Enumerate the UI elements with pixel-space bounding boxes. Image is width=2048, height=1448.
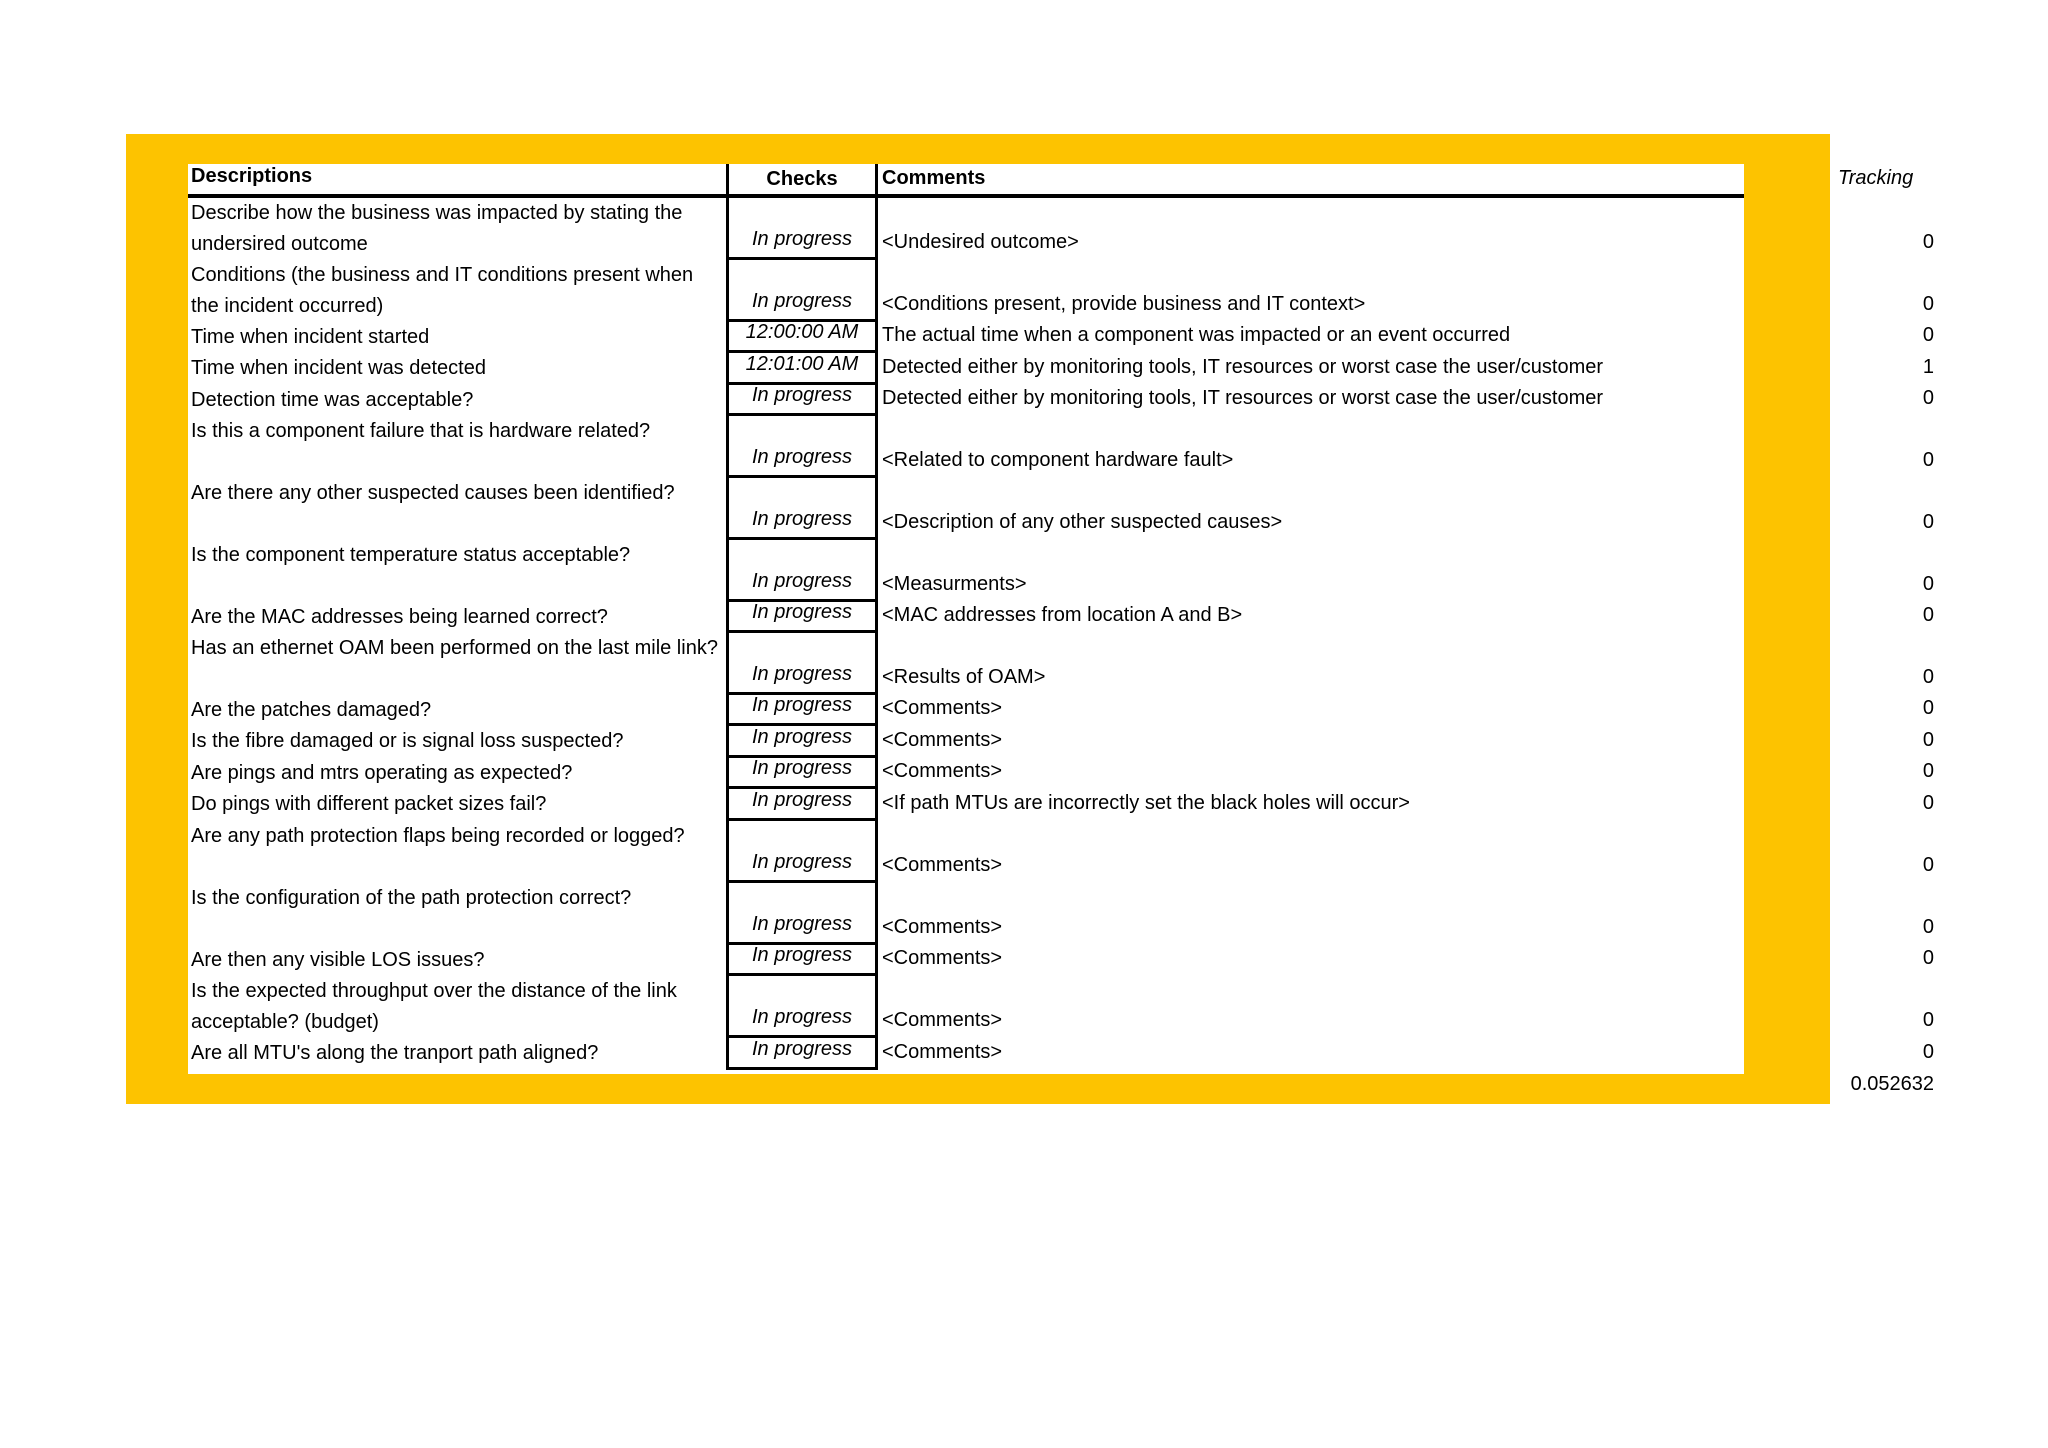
row-comment: <Comments> <box>882 760 1003 782</box>
row-description: Are the patches damaged? <box>191 699 432 721</box>
row-tracking-value: 1 <box>1922 356 1934 378</box>
row-check-cell[interactable]: In progress <box>726 478 878 540</box>
row-description: Is the fibre damaged or is signal loss suspected? <box>191 730 624 752</box>
row-comment: <If path MTUs are incorrectly set the black holes will occur> <box>882 792 1410 814</box>
row-description: Is the component temperature status acceptable? <box>191 544 631 566</box>
header-comments: Comments <box>882 167 986 189</box>
row-comment: Detected either by monitoring tools, IT resources or worst case the user/customer <box>882 387 1604 409</box>
row-comment: <Comments> <box>882 1009 1003 1031</box>
row-check-cell[interactable]: In progress <box>726 695 878 726</box>
row-check-cell[interactable]: In progress <box>726 602 878 633</box>
row-description: Are all MTU's along the tranport path aligned? <box>191 1042 599 1064</box>
row-check-cell[interactable]: In progress <box>726 198 878 260</box>
row-description: Are the MAC addresses being learned correct? <box>191 606 608 628</box>
row-tracking-value: 0 <box>1922 792 1934 814</box>
row-comment: <Results of OAM> <box>882 666 1046 688</box>
row-description: Is this a component failure that is hardware related? <box>191 420 651 442</box>
row-check-cell[interactable]: In progress <box>726 883 878 945</box>
row-description: Are any path protection flaps being recorded or logged? <box>191 825 685 847</box>
header-descriptions: Descriptions <box>191 165 313 187</box>
row-tracking-value: 0 <box>1922 573 1934 595</box>
row-comment: Detected either by monitoring tools, IT resources or worst case the user/customer <box>882 356 1604 378</box>
row-check-cell[interactable]: In progress <box>726 416 878 478</box>
row-tracking-value: 0 <box>1922 511 1934 533</box>
row-check-cell[interactable]: 12:01:00 AM <box>726 353 878 385</box>
row-description: Are pings and mtrs operating as expected? <box>191 762 573 784</box>
row-tracking-value: 0 <box>1922 1041 1934 1063</box>
row-comment: The actual time when a component was impacted or an event occurred <box>882 324 1511 346</box>
row-tracking-value: 0 <box>1922 293 1934 315</box>
row-check-cell[interactable]: In progress <box>726 1038 878 1070</box>
row-description: Are then any visible LOS issues? <box>191 949 485 971</box>
row-check-cell[interactable]: In progress <box>726 976 878 1038</box>
row-check-cell[interactable]: In progress <box>726 789 878 821</box>
row-tracking-value: 0 <box>1922 729 1934 751</box>
row-comment: <Comments> <box>882 947 1003 969</box>
row-description: Is the configuration of the path protection correct? <box>191 887 632 909</box>
row-check-cell[interactable]: In progress <box>726 633 878 695</box>
row-check-cell[interactable]: In progress <box>726 758 878 789</box>
row-description: Time when incident started <box>191 326 430 348</box>
row-comment: <Comments> <box>882 729 1003 751</box>
row-tracking-value: 0 <box>1922 947 1934 969</box>
row-description: Are there any other suspected causes been identified? <box>191 482 675 504</box>
row-tracking-value: 0 <box>1922 854 1934 876</box>
row-comment: <Description of any other suspected causes> <box>882 511 1283 533</box>
row-tracking-value: 0 <box>1922 1009 1934 1031</box>
row-tracking-value: 0 <box>1922 666 1934 688</box>
row-comment: <Comments> <box>882 1041 1003 1063</box>
row-check-cell[interactable]: In progress <box>726 540 878 602</box>
row-comment: <Comments> <box>882 916 1003 938</box>
row-comment: <MAC addresses from location A and B> <box>882 604 1243 626</box>
row-tracking-value: 0 <box>1922 324 1934 346</box>
row-description: Has an ethernet OAM been performed on the last mile link? <box>191 637 718 659</box>
row-comment: <Comments> <box>882 697 1003 719</box>
row-tracking-value: 0 <box>1922 449 1934 471</box>
row-check-cell[interactable]: In progress <box>726 260 878 322</box>
row-comment: <Conditions present, provide business and IT context> <box>882 293 1366 315</box>
row-description: Time when incident was detected <box>191 357 486 379</box>
row-check-cell[interactable]: In progress <box>726 726 878 758</box>
row-tracking-value: 0 <box>1922 760 1934 782</box>
header-tracking: Tracking <box>1838 167 1914 189</box>
tracking-total: 0.052632 <box>1850 1073 1934 1095</box>
row-description: Describe how the business was impacted by stating the undersired outcome <box>191 202 683 255</box>
row-check-cell[interactable]: In progress <box>726 821 878 883</box>
row-check-cell[interactable]: In progress <box>726 385 878 416</box>
row-tracking-value: 0 <box>1922 697 1934 719</box>
row-tracking-value: 0 <box>1922 231 1934 253</box>
row-description: Detection time was acceptable? <box>191 389 474 411</box>
row-tracking-value: 0 <box>1922 604 1934 626</box>
row-description: Is the expected throughput over the distance of the link acceptable? (budget) <box>191 980 677 1033</box>
row-description: Conditions (the business and IT conditions present when the incident occurred) <box>191 264 694 317</box>
row-tracking-value: 0 <box>1922 916 1934 938</box>
header-checks: Checks <box>726 164 878 198</box>
row-check-cell[interactable]: 12:00:00 AM <box>726 322 878 353</box>
row-tracking-value: 0 <box>1922 387 1934 409</box>
row-comment: <Comments> <box>882 854 1003 876</box>
row-check-cell[interactable]: In progress <box>726 945 878 976</box>
row-comment: <Related to component hardware fault> <box>882 449 1234 471</box>
row-description: Do pings with different packet sizes fail? <box>191 793 547 815</box>
row-comment: <Measurments> <box>882 573 1027 595</box>
row-comment: <Undesired outcome> <box>882 231 1079 253</box>
